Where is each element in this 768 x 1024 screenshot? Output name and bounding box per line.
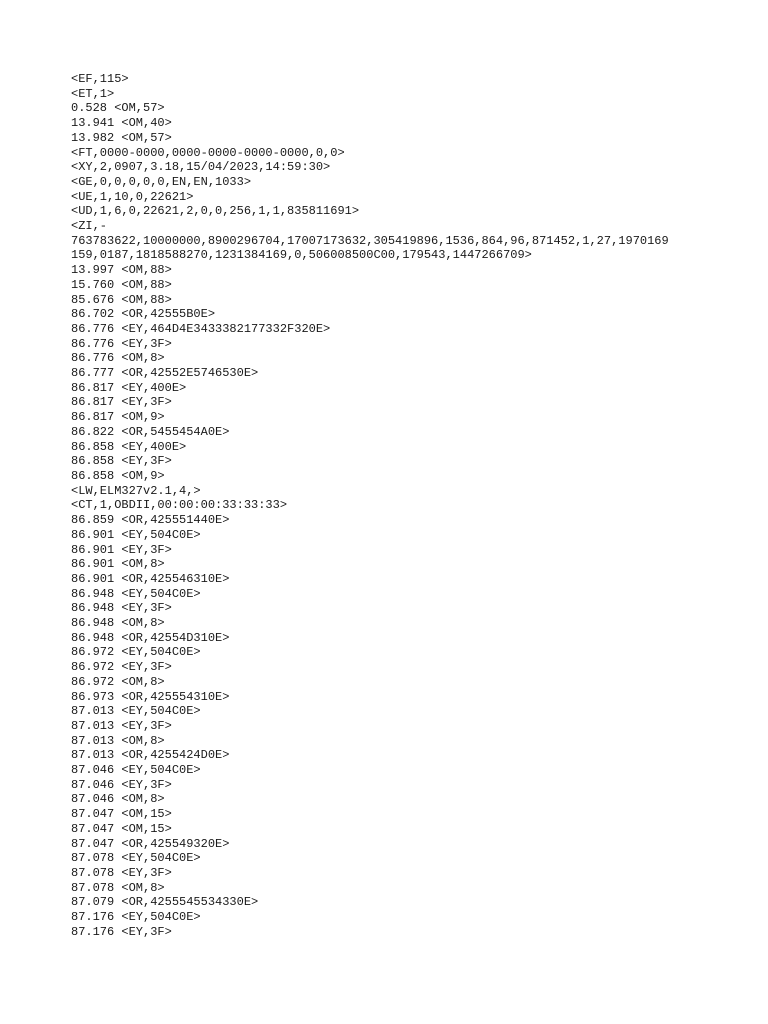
log-line: 87.047 <OM,15> [71,821,172,836]
log-line: 86.817 <EY,3F> [71,395,172,410]
log-line: 85.676 <OM,88> [71,292,172,307]
log-line: 87.013 <EY,3F> [71,718,172,733]
log-line: 86.948 <OM,8> [71,616,165,631]
log-line: 86.901 <EY,504C0E> [71,527,201,542]
log-line: 87.079 <OR,4255545534330E> [71,895,259,910]
log-line: 13.997 <OM,88> [71,263,172,278]
log-line: 86.817 <OM,9> [71,410,165,425]
log-line: <CT,1,OBDII,00:00:00:33:33:33> [71,498,288,513]
log-line: <GE,0,0,0,0,0,EN,EN,1033> [71,174,252,189]
log-line: 87.047 <OR,425549320E> [71,836,230,851]
log-line: <EF,115> [71,72,129,86]
log-line: 87.013 <OR,4255424D0E> [71,748,230,763]
log-line: 86.901 <EY,3F> [71,542,172,557]
log-line: 86.972 <EY,3F> [71,660,172,675]
log-line: 159,0187,1818588270,1231384169,0,506008500C00,179543,1447266709> [71,248,532,263]
log-line: 86.948 <OR,42554D310E> [71,630,230,645]
log-line: <LW,ELM327v2.1,4,> [71,483,201,498]
log-line: 87.078 <EY,504C0E> [71,851,201,866]
log-line: 86.972 <OM,8> [71,674,165,689]
log-line: 86.858 <EY,3F> [71,454,172,469]
log-line: 86.858 <OM,9> [71,468,165,483]
log-line: <UE,1,10,0,22621> [71,189,194,204]
log-line: 86.702 <OR,42555B0E> [71,307,216,322]
log-line: 15.760 <OM,88> [71,277,172,292]
log-line: 86.948 <EY,3F> [71,601,172,616]
log-line: 86.948 <EY,504C0E> [71,586,201,601]
log-line: <FT,0000-0000,0000-0000-0000-0000,0,0> [71,145,345,160]
log-line: <XY,2,0907,3.18,15/04/2023,14:59:30> [71,160,331,175]
log-line: 87.046 <EY,3F> [71,777,172,792]
log-line: 86.777 <OR,42552E5746530E> [71,366,259,381]
log-line: 86.822 <OR,5455454A0E> [71,424,230,439]
log-line: 87.078 <OM,8> [71,880,165,895]
log-line: <ET,1> [71,86,115,101]
log-line: 87.078 <EY,3F> [71,865,172,880]
log-line: 13.982 <OM,57> [71,130,172,145]
log-line: 86.972 <EY,504C0E> [71,645,201,660]
log-line: 763783622,10000000,8900296704,17007173632,305419896,1536,864,96,871452,1,27,1970169 [71,233,669,248]
log-line: 87.046 <EY,504C0E> [71,763,201,778]
log-line: 86.858 <EY,400E> [71,439,187,454]
log-line: <UD,1,6,0,22621,2,0,0,256,1,1,835811691> [71,204,360,219]
log-line: 87.176 <EY,3F> [71,924,172,939]
log-line: 87.046 <OM,8> [71,792,165,807]
log-line: 87.047 <OM,15> [71,807,172,822]
log-line: 13.941 <OM,40> [71,116,172,131]
log-line: 87.013 <OM,8> [71,733,165,748]
log-line: <ZI,- [71,219,108,234]
log-line: 87.013 <EY,504C0E> [71,704,201,719]
log-line: 86.973 <OR,425554310E> [71,689,230,704]
log-text-block [71,72,711,939]
log-line: 86.859 <OR,425551440E> [71,513,230,528]
log-line: 86.776 <EY,3F> [71,336,172,351]
log-line: 86.776 <OM,8> [71,351,165,366]
log-line: 86.817 <EY,400E> [71,380,187,395]
log-line: 87.176 <EY,504C0E> [71,910,201,925]
log-line: 0.528 <OM,57> [71,101,165,116]
log-line: 86.776 <EY,464D4E3433382177332F320E> [71,321,331,336]
log-line: 86.901 <OR,425546310E> [71,571,230,586]
log-line: 86.901 <OM,8> [71,557,165,572]
